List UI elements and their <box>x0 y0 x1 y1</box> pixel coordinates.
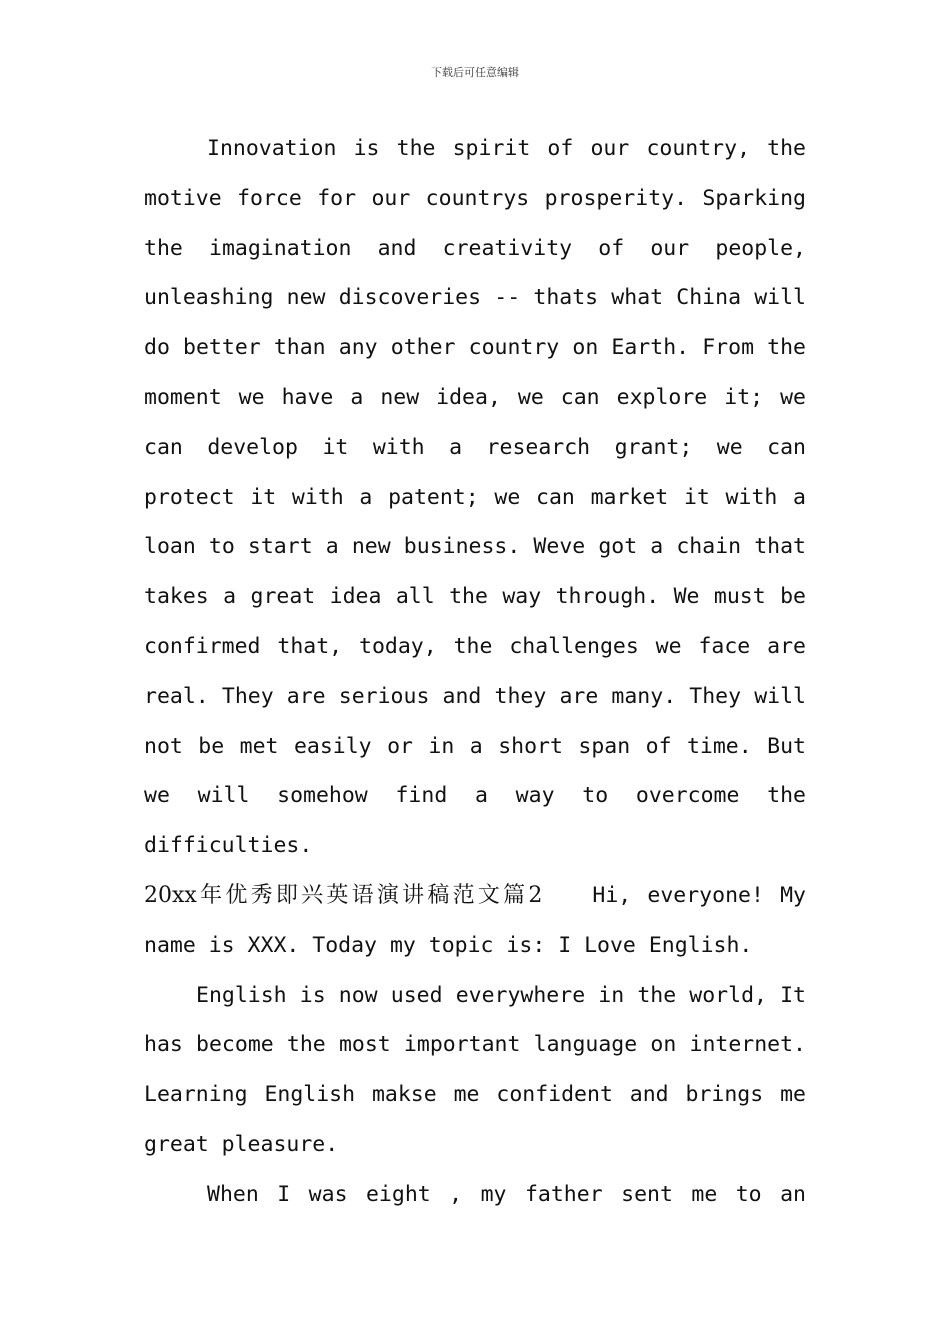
paragraph-english: English is now used everywhere in the world, It has become the most important language on internet. Learning English makse me confident and brings me great pleasure. <box>144 982 806 1157</box>
section-intro-block <box>144 871 806 971</box>
document-body <box>144 124 806 1220</box>
paragraph-innovation: Innovation is the spirit of our country, the motive force for our countrys prosperity. Sparking the imagination and creativity of our people, unleashing new discoveries -- thats what China will do better than any other country on Earth. From the moment we have a new idea, we can explore it; we can develop it with a research grant; we can protect it with a patent; we can market it with a loan to start a new business. Weve got a chain that takes a great idea all the way through. We must be confirmed that, today, the challenges we face are real. They are serious and they are many. They will not be met easily or in a short span of time. But we will somehow find a way to overcome the difficulties. <box>144 136 806 859</box>
intro-text: Hi, everyone! My name is XXX. Today my topic is: I Love English. <box>144 882 806 958</box>
page-header-note: 下载后可任意编辑 <box>431 66 519 79</box>
section-heading: 20xx年优秀即兴英语演讲稿范文篇2 <box>144 882 543 908</box>
paragraph-eight: When I was eight , my father sent me to an <box>207 1181 806 1207</box>
